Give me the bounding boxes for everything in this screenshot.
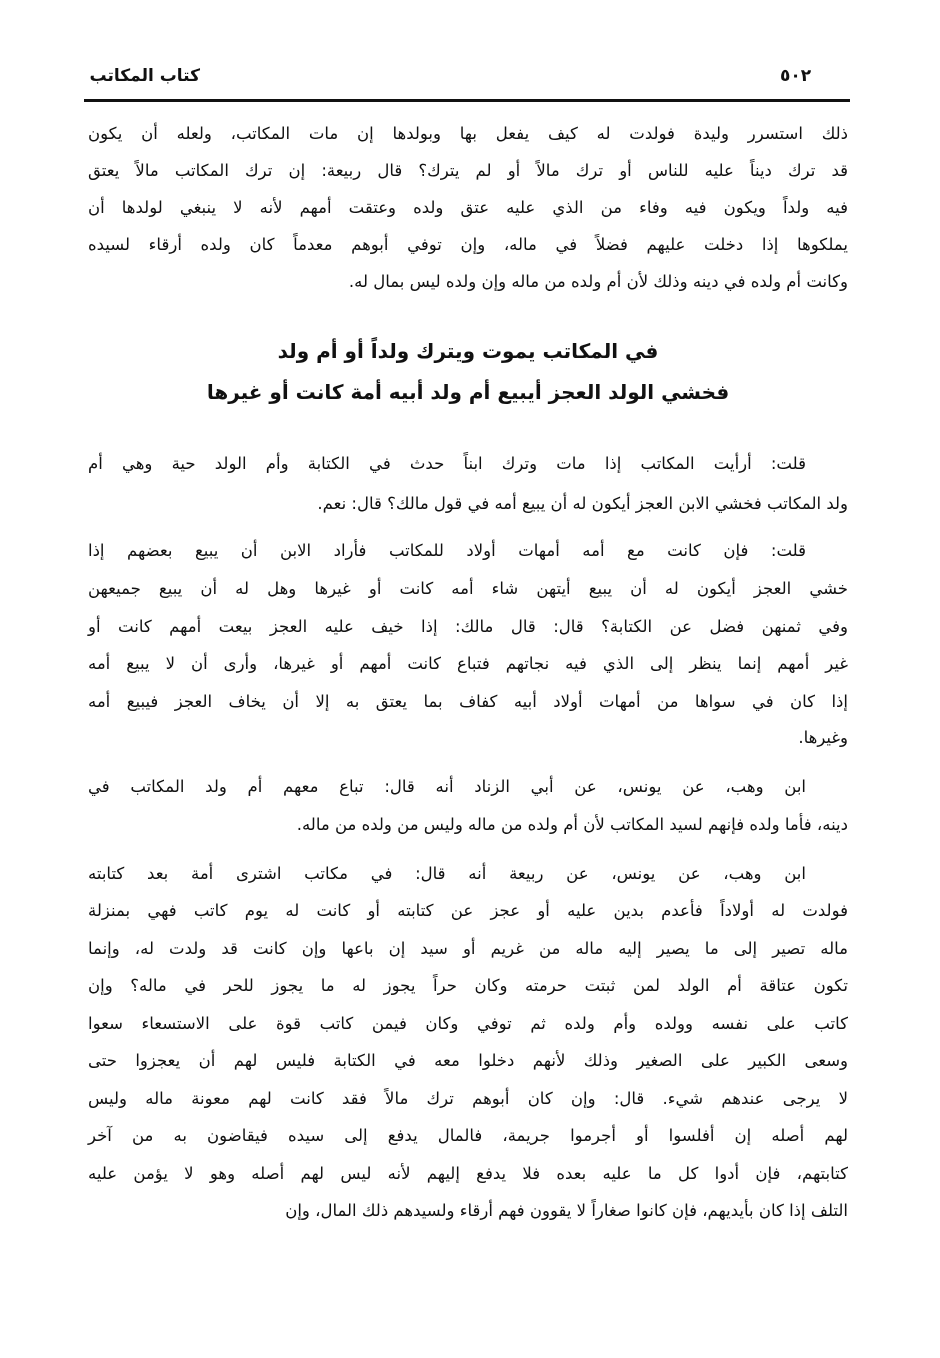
text-line: إذا كان في سواها من أمهات أولاد أبيه كفاف بما يعتق به إلا أن يخاف العجز فيبيع أمه — [88, 692, 848, 711]
text-line: يملكوها إذا دخلت عليهم فضلاً في ماله، وإن توفي أبوهم معدماً كان ولده أرقاء لسيده — [88, 235, 848, 254]
text-line: خشي العجز أيكون له أن يبيع أيتهن شاء أمه كانت أو غيرها وهل له أن يبيع جميعهن — [88, 579, 848, 598]
text-line: كاتب على نفسه وولده وأم ولده ثم توفي وكان فيمن كاتب قوة على الاستسعاء سعوا — [88, 1014, 848, 1033]
section-heading-line-2: فخشي الولد العجز أيبيع أم ولد أبيه أمة كانت أو غيرها — [206, 380, 730, 404]
text-line: قلت: فإن كانت مع أمه أمهات أولاد للمكاتب فأراد الابن أن يبيع بعضهم إذا — [88, 541, 806, 560]
text-line: ماله تصير إلى ما يصير إليه ماله من غريم أو سيد إن باعها وإن كانت قد ولدت له، وإنما — [88, 939, 848, 958]
text-line: قلت: أرأيت المكاتب إذا مات وترك ابناً حدث في الكتابة وأم الولد حية وهي أم — [88, 454, 806, 473]
text-line: غير أمهم إنما ينظر إلى الذي فيه نجاتهم فتباع كانت أمهم أو غيرها، وأرى أن لا يبيع أمه — [88, 654, 848, 673]
text-line: فولدت له أولاداً فأعدم بدين عليه أو عجز عن كتابته أو كانت له يوم كاتب فهي بمنزلة — [88, 901, 848, 920]
text-line: التلف إذا كان بأيديهم، فإن كانوا صغاراً لا يقوون فهم أرقاء ولسيدهم ذلك المال، وإن — [285, 1201, 848, 1220]
text-line: قد ترك ديناً عليه للناس أو ترك مالاً أو لم يترك؟ قال ربيعة: إن ترك المكاتب مالاً يعتق — [88, 161, 848, 180]
header-rule — [84, 99, 850, 102]
text-line: تكون عتاقة أم الولد لمن ثبتت حرمته وكان حراً يجوز له ما يجوز للحر في ماله؟ وإن — [88, 976, 848, 995]
text-line: ابن وهب، عن يونس، عن أبي الزناد أنه قال: تباع معهم أم ولد المكاتب في — [88, 777, 806, 796]
text-line: فيه ولداً ويكون فيه وفاء من الذي عليه عتق ولده وعتقت أمهم لأنه لا ينبغي لولدها أن — [88, 198, 848, 217]
section-heading-line-1: في المكاتب يموت ويترك ولداً أو أم ولد — [277, 339, 659, 363]
page-number: ٥٠٢ — [780, 66, 812, 86]
text-line: وغيرها. — [798, 728, 848, 747]
text-line: وفي ثمنهن فضل عن الكتابة؟ قال: قال مالك: إذا خيف عليه العجز بيعت أمهم كانت أو — [88, 617, 848, 636]
text-line: دينه، فأما ولده فإنهم لسيد المكاتب لأن أم ولده من ماله وليس من ولده من ماله. — [296, 815, 848, 834]
text-line: ذلك استسرر وليدة فولدت له كيف يفعل بها وبولدها إن مات المكاتب، ولعله أن يكون — [88, 124, 848, 143]
text-line: لا يرجى عندهم شيء. قال: وإن كان أبوهم ترك مالاً فقد كانت لهم معونة ماله وليس — [88, 1089, 848, 1108]
text-line: وسعى الكبير على الصغير وذلك لأنهم دخلوا معه في الكتابة فليس لهم أن يعجزوا حتى — [88, 1051, 848, 1070]
text-line: وكانت أم ولده في دينه وذلك لأن أم ولده من ماله وإن ولده ليس بمال له. — [348, 272, 848, 291]
text-line: لهم أصله إن أفلسوا أو أجرموا جريمة، فالمال يدفع إلى سيده فيقاضون به من آخر — [88, 1126, 848, 1145]
running-title: كتاب المكاتب — [89, 66, 200, 86]
text-line: ولد المكاتب فخشي الابن العجز أيكون له أن يبيع أمه في قول مالك؟ قال: نعم. — [317, 494, 848, 513]
text-line: ابن وهب، عن يونس، عن ربيعة أنه قال: في مكاتب اشترى أمة بعد كتابته — [88, 864, 806, 883]
text-line: كتابتهم، فإن أدوا كل ما عليه بعده فلا يدفع إليهم لأنه ليس لهم أصله وهو لا يؤمن عليه — [88, 1164, 848, 1183]
